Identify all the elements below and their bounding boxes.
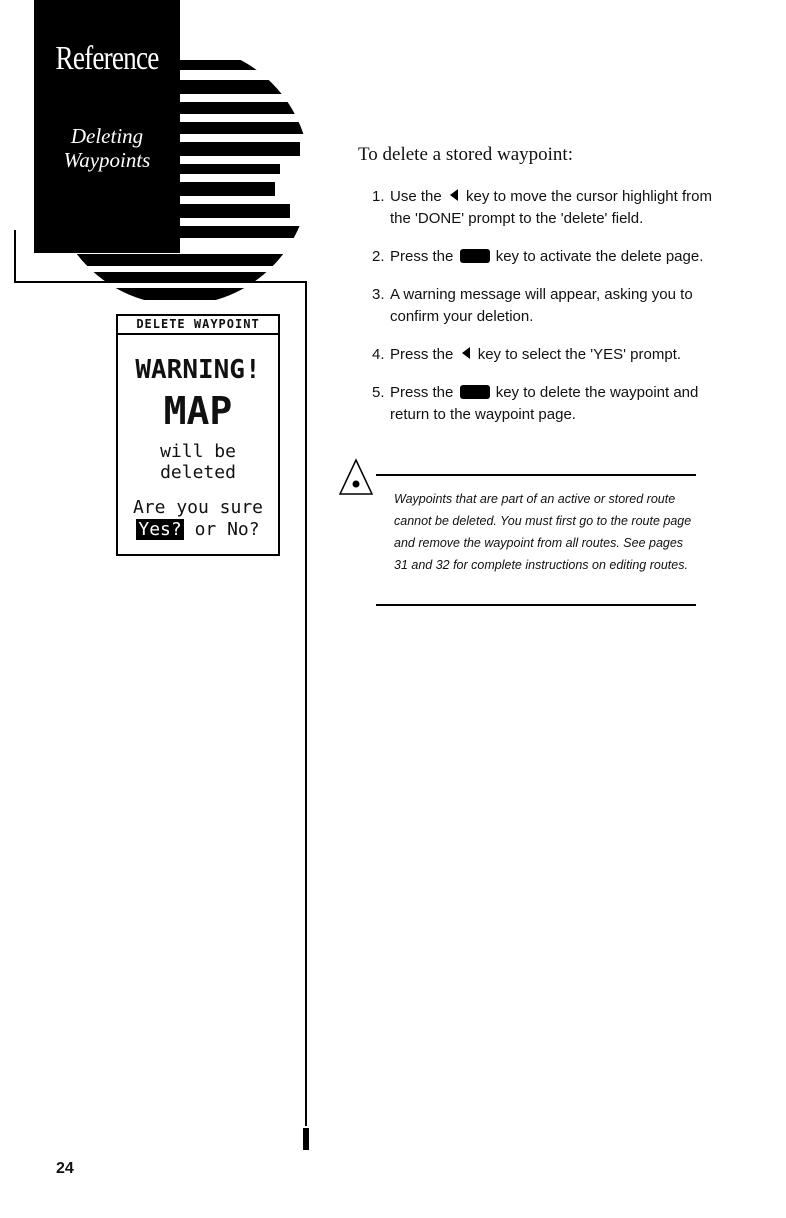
left-arrow-icon xyxy=(462,347,470,359)
note-bottom-rule xyxy=(376,604,696,606)
page-number: 24 xyxy=(56,1160,74,1177)
waypoint-name: MAP xyxy=(163,389,233,433)
confirm-options xyxy=(118,519,278,541)
note-top-rule xyxy=(376,474,696,476)
enter-key-icon xyxy=(460,385,490,399)
screen-header: DELETE WAYPOINT xyxy=(118,316,278,335)
divider-line xyxy=(14,281,306,283)
step-1: 1. Use the key to move the cursor highlight from the 'DONE' prompt to the 'delete' field. xyxy=(372,188,712,227)
step-5: 5. Press the key to delete the waypoint and return to the waypoint page. xyxy=(372,384,699,423)
intro-text: To delete a stored waypoint: xyxy=(358,144,573,165)
deleted-text: will be deleted xyxy=(160,441,236,483)
subtitle-line-1: Deleting xyxy=(70,124,144,148)
margin-rule-end xyxy=(303,1128,309,1150)
confirm-prompt xyxy=(118,497,278,541)
step-list xyxy=(372,186,732,442)
no-option[interactable]: or No? xyxy=(194,519,260,540)
device-screen xyxy=(116,314,280,556)
warning-triangle-icon xyxy=(338,458,374,496)
enter-key-icon xyxy=(460,249,490,263)
margin-rule xyxy=(305,281,307,1126)
globe-graphic xyxy=(30,40,320,310)
subtitle-line-2: Waypoints xyxy=(63,148,151,172)
step-3: 3. A warning message will appear, asking you to confirm your deletion. xyxy=(372,286,693,325)
step-4: 4. Press the key to select the 'YES' prompt. xyxy=(372,346,682,363)
left-arrow-icon xyxy=(450,189,458,201)
yes-option[interactable]: Yes? xyxy=(138,519,182,540)
divider-line xyxy=(14,230,16,283)
section-title: Reference xyxy=(55,40,159,77)
step-2: 2. Press the key to activate the delete page. xyxy=(372,248,704,265)
confirm-question: Are you sure xyxy=(132,497,264,518)
warning-text: WARNING! xyxy=(135,355,261,385)
note-text: Waypoints that are part of an active or stored route cannot be deleted. You must first go to the route page and remove the waypoint from all routes. See pages 31 and 32 for complete instructions on editing routes. xyxy=(394,492,692,572)
